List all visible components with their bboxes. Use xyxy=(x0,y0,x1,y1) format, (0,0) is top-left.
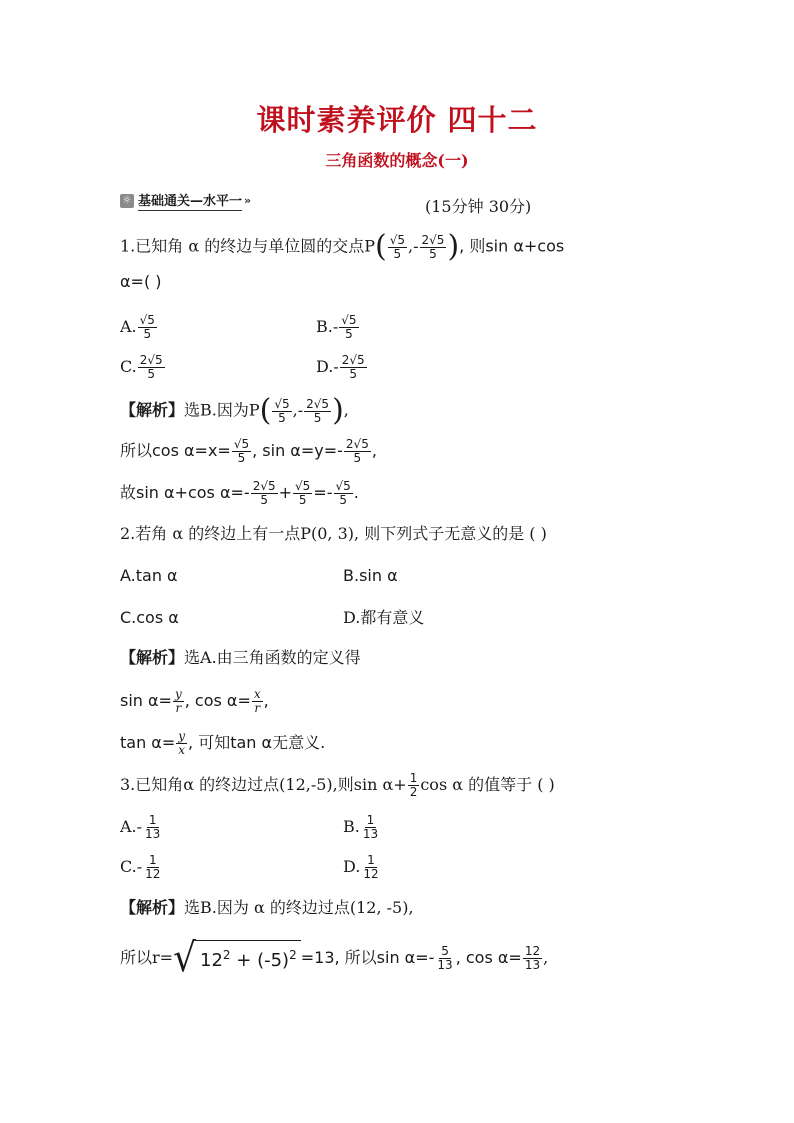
page-title: 课时素养评价 四十二 xyxy=(256,103,538,137)
q2-option-a: A.tan α xyxy=(120,566,178,585)
q2-option-d: D.都有意义 xyxy=(343,608,425,627)
q2-analysis-line3: tan α= $\frac{y}{x}$ , 可知tan α无意义. xyxy=(120,729,326,757)
analysis-tag: 【解析】 xyxy=(120,898,185,917)
q2-option-c: C.cos α xyxy=(120,608,179,627)
section-badge-label: 基础通关—水平一 xyxy=(138,190,242,211)
q3-option-a: A.- $\frac{1}{13}$ xyxy=(120,813,161,841)
q1-stem: 1.已知角 α 的终边与单位圆的交点P( $\frac{√5}{5}$ ,- $\frac{2√5}{5}$ ), 则sin α+cos xyxy=(120,229,565,264)
q1-option-a: A. $\frac{√5}{5}$ xyxy=(120,313,155,341)
q1-option-d: D.- $\frac{2√5}{5}$ xyxy=(316,353,365,381)
q1-analysis: 【解析】选B.因为P( $\frac{√5}{5}$ ,- $\frac{2√5}{5}$ ), xyxy=(120,393,349,428)
sqrt-expression: √ $12^2 + (-5)^2$ xyxy=(173,940,301,977)
q2-analysis-line2: sin α= $\frac{y}{r}$ , cos α= $\frac{x}{r}$ , xyxy=(120,687,269,715)
q2-analysis: 【解析】选A.由三角函数的定义得 xyxy=(120,648,361,667)
q3-analysis-line2: 所以r= √ $12^2 + (-5)^2$ =13, 所以sin α=- $\frac{5}{13}$ , cos α= $\frac{12}{13}$ , xyxy=(120,935,549,981)
q1-analysis-line2: 所以cos α=x= $\frac{√5}{5}$ , sin α=y=- $\frac{2√5}{5}$ , xyxy=(120,437,377,465)
analysis-tag: 【解析】 xyxy=(120,648,185,667)
lightbulb-icon: ☼ xyxy=(120,194,134,208)
q3-stem: 3.已知角α 的终边过点(12,-5),则sin α+ $\frac{1}{2}$ cos α 的值等于 ( ) xyxy=(120,771,555,799)
q1-option-c: C. $\frac{2√5}{5}$ xyxy=(120,353,163,381)
q1-option-b: B.- $\frac{√5}{5}$ xyxy=(316,313,357,341)
q3-analysis: 【解析】选B.因为 α 的终边过点(12, -5), xyxy=(120,898,414,917)
q2-option-b: B.sin α xyxy=(343,566,398,585)
double-arrow-icon: » xyxy=(244,194,252,207)
q1-stem-cont: α=( ) xyxy=(120,272,162,291)
q1-analysis-line3: 故sin α+cos α=- $\frac{2√5}{5}$ + $\frac{√5}{5}$ =- $\frac{√5}{5}$ . xyxy=(120,479,359,507)
analysis-tag: 【解析】 xyxy=(120,400,185,420)
section-badge xyxy=(120,190,251,211)
q3-option-b: B. $\frac{1}{13}$ xyxy=(343,813,379,841)
q2-stem: 2.若角 α 的终边上有一点P(0, 3), 则下列式子无意义的是 ( ) xyxy=(120,524,547,543)
page-subtitle: 三角函数的概念(一) xyxy=(325,151,469,170)
q3-option-d: D. $\frac{1}{12}$ xyxy=(343,853,379,881)
q3-option-c: C.- $\frac{1}{12}$ xyxy=(120,853,161,881)
section-timer: (15分钟 30分) xyxy=(425,197,532,216)
